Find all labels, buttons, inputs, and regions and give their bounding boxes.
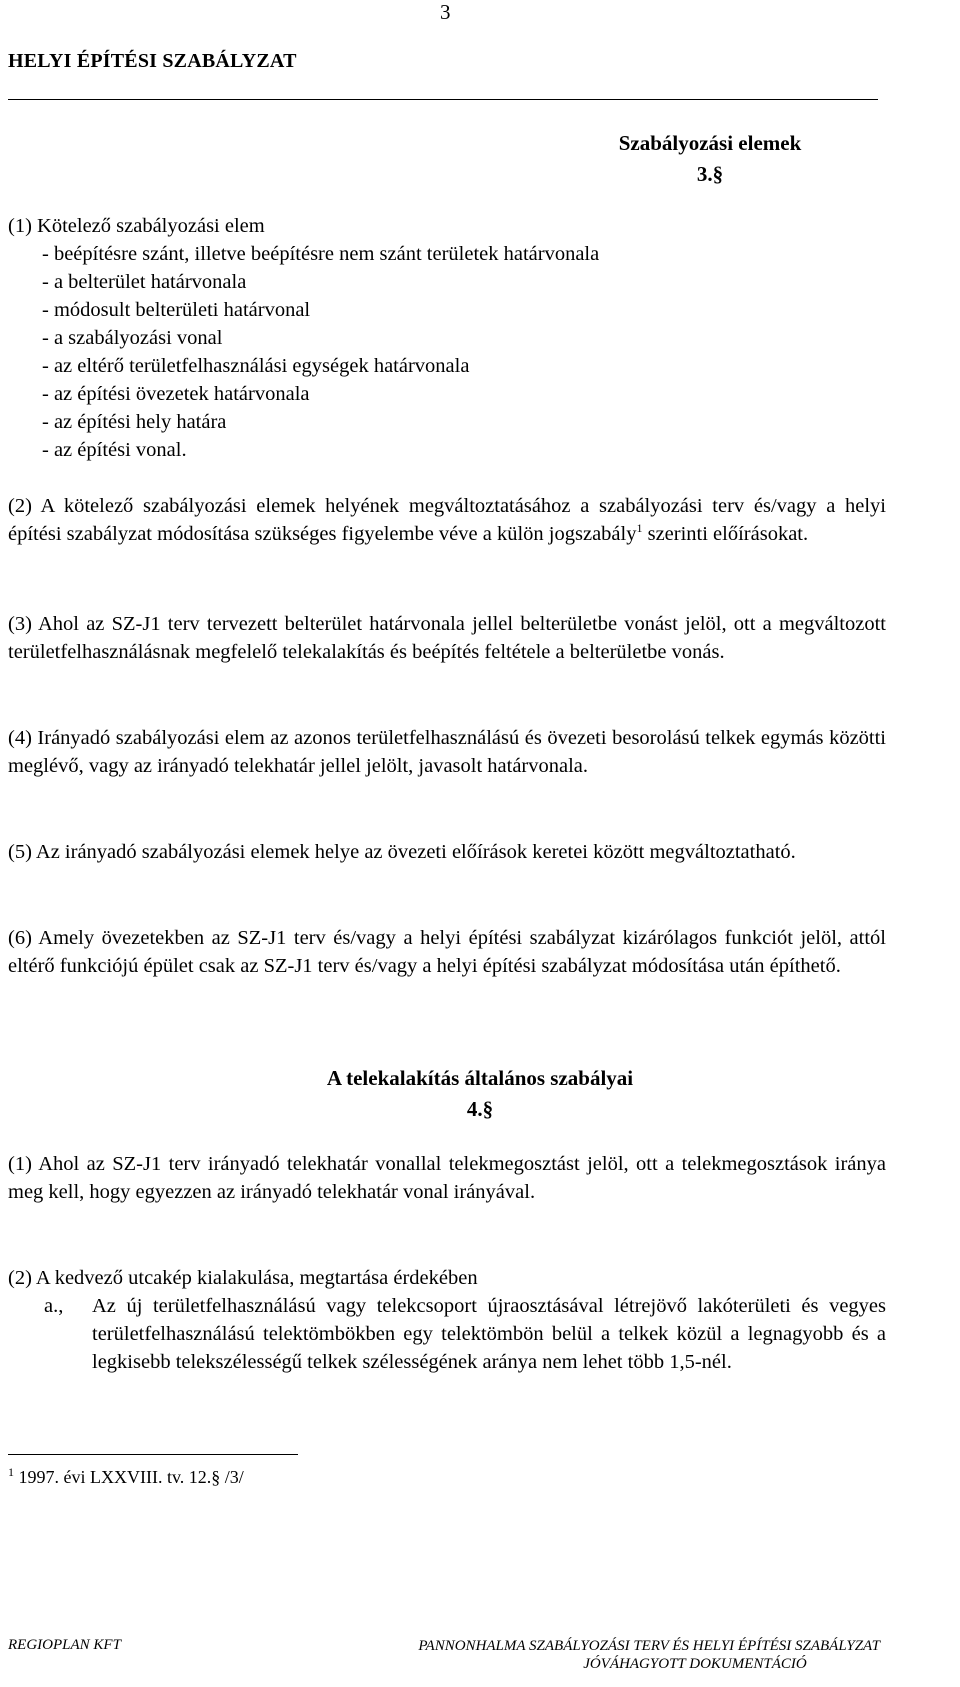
list-item: - módosult belterületi határvonal [42,299,311,321]
list-item: - az eltérő területfelhasználási egységek határvonala [42,355,470,377]
footnote-mark: 1 [8,1465,14,1479]
list-item: - a belterület határvonala [42,271,247,293]
footnote-ref: 1 [636,521,643,536]
section3-number: 3.§ [696,162,724,186]
list-item: - az építési övezetek határvonala [42,383,310,405]
list-item: - az építési vonal. [42,439,187,461]
s3-paragraph-2 [8,492,886,548]
s3-p2-text: A kötelező szabályozási elemek helyének megváltoztatásához a szabályozási terv és/vagy a helyi építési szabályzat módosítása szükséges figyelembe véve a külön jogszabály [8,495,886,545]
footer-document-title: PANNONHALMA SZABÁLYOZÁSI TERV ÉS HELYI ÉPÍTÉSI SZABÁLYZAT [418,1638,880,1654]
s3-p2-text-end: szerinti előírásokat. [642,523,809,545]
s4-p2a-text: Az új területfelhasználású vagy telekcsoport újraosztásával létrejövő lakóterületi és vegyes területfelhasználású telektömbökben egy telektömbön belül a telkek közül a legnagyobb és a legkisebb telekszélességű telkek szélességének aránya nem lehet több 1,5-nél. [92,1295,886,1373]
list-item: - beépítésre szánt, illetve beépítésre nem szánt területek határvonala [42,243,600,265]
s3-p1-lead: (1) Kötelező szabályozási elem [8,215,265,237]
page-number: 3 [440,0,451,24]
s4-paragraph-1: (1) Ahol az SZ-J1 terv irányadó telekhatár vonallal telekmegosztást jelöl, ott a telekmegosztások iránya meg kell, hogy egyezzen az irányadó telekhatár vonal irányával. [8,1153,886,1203]
footer-company: REGIOPLAN KFT [8,1637,121,1653]
header-rule [8,99,878,100]
footer-document [360,1637,880,1673]
s4-p2-lead: (2) A kedvező utcakép kialakulása, megtartása érdekében [8,1267,478,1289]
s3-paragraph-5: (5) Az irányadó szabályozási elemek helye az övezeti előírások keretei között megváltoztatható. [8,841,796,863]
section3-title: Szabályozási elemek [618,131,802,155]
s3-paragraph-6: (6) Amely övezetekben az SZ-J1 terv és/vagy a helyi építési szabályzat kizárólagos funkciót jelöl, attól eltérő funkciójú épület csak az SZ-J1 terv és/vagy a helyi építési szabályzat módosítása után építhető. [8,927,886,977]
section4-number: 4.§ [466,1097,494,1121]
footer-document-status: JÓVÁHAGYOTT DOKUMENTÁCIÓ [583,1656,807,1672]
footnote-rule [8,1454,298,1455]
s3-paragraph-4: (4) Irányadó szabályozási elem az azonos területfelhasználású és övezeti besorolású telkek egymás közötti meglévő, vagy az irányadó telekhatár jellel jelölt, javasolt határvonala. [8,727,886,777]
section4-title: A telekalakítás általános szabályai [326,1066,634,1090]
s3-p2-number: (2) [8,495,32,517]
footnote-text: 1997. évi LXXVIII. tv. 12.§ /3/ [14,1467,244,1487]
s3-paragraph-3: (3) Ahol az SZ-J1 terv tervezett belterület határvonala jellel belterületbe vonást jelöl, ott a megváltozott területfelhasználásnak megfelelő telekalakítás és beépítés feltétele a belterületbe vonás. [8,613,886,663]
list-item: - a szabályozási vonal [42,327,223,349]
footnote [8,1467,244,1488]
header-title: HELYI ÉPÍTÉSI SZABÁLYZAT [8,50,297,72]
s4-p2a-label: a., [44,1295,64,1317]
list-item: - az építési hely határa [42,411,227,433]
